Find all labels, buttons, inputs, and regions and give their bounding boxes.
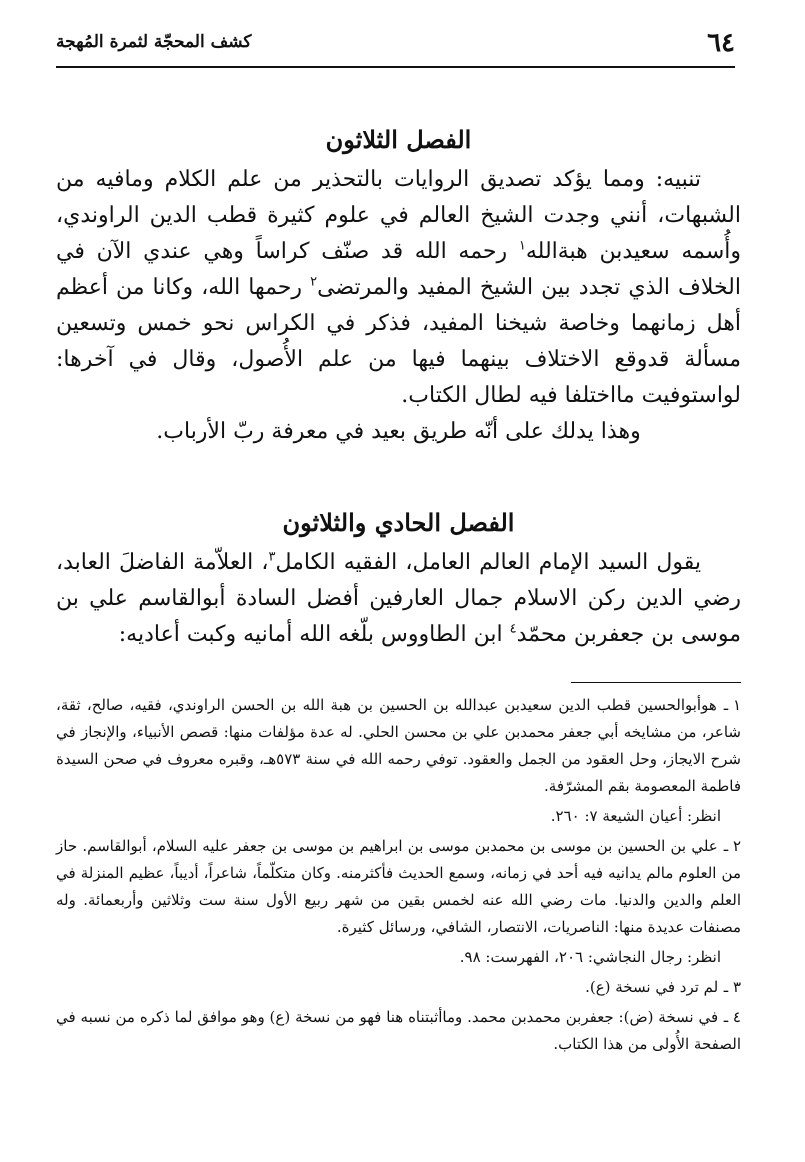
book-title: كشف المحجّة لثمرة المُهجة [56, 32, 252, 52]
chapter-31-text-a: يقول السيد الإمام العالم العامل، الفقيه الكامل [275, 550, 701, 575]
chapter-30 [56, 125, 741, 450]
footnote-1-source: انظر: أعيان الشيعة ٧: ٢٦٠. [550, 807, 721, 825]
footnote-text: في نسخة (ض): جعفربن محمدبن محمد. وماأثبتناه هنا فهو من نسخة (ع) وهو موافق لما ذكره من نسبه في الصفحة الأُولى من هذا الكتاب. [56, 1008, 741, 1053]
running-head [56, 22, 735, 68]
footnote-4 [56, 1004, 741, 1058]
footnote-text: هوأبوالحسين قطب الدين سعيدبن عبدالله بن الحسين بن هبة الله بن الحسن الراوندي، فقيه، صالح، ثقة، شاعر، من مشايخه أبي جعفر محمدبن علي بن محسن الحلي. له عدة مؤلفات منها: قصص الأنبياء، والإنجاز في شرح الايجاز، وحل العقود من الجمل والعقود. توفي رحمه الله في سنة ٥٧٣هـ، وقبره معروف في صحن السيدة فاطمة المعصومة بقم المشرّفة. [56, 696, 741, 795]
chapter-31-paragraph [56, 545, 741, 653]
footnote-number: ٢ ـ [723, 837, 741, 855]
chapter-31-text-b: ، العلاّمة الفاضلَ العابد، رضي الدين ركن الاسلام جمال العارفين أفضل السادة أبوالقاسم علي بن موسى بن جعفربن محمّد [56, 550, 741, 647]
footnote-3 [56, 974, 741, 1001]
footnote-ref-3[interactable]: ٣ [268, 549, 276, 565]
chapter-31-text-c: ابن الطاووس بلّغه الله أمانيه وكبت أعاديه: [118, 622, 510, 647]
chapter-30-closing: وهذا يدلك على أنّه طريق بعيد في معرفة ربّ الأرباب. [156, 419, 641, 444]
footnote-divider [571, 682, 741, 683]
footnote-text: علي بن الحسين بن موسى بن محمدبن موسى بن ابراهيم بن موسى بن جعفر عليه السلام، أبوالقاسم. حاز من العلوم مالم يدانيه فيه أحد في زمانه، وسمع الحديث فأكثرمنه. وكان متكلّماً، شاعراً، أديباً، عظيم المنزلة في العلم والدين والدنيا. مات رضي الله عنه لخمس بقين من شهر ربيع الأول سنة ست وثلاثين وأربعمائة. وله مصنفات عديدة منها: الناصريات، الانتصار، الشافي، ورسائل كثيرة. [56, 837, 741, 936]
footnote-number: ١ ـ [723, 696, 741, 714]
chapter-30-paragraph [56, 162, 741, 414]
chapter-30-text-a: تنبيه: ومما يؤكد تصديق الروايات بالتحذير من علم الكلام ومافيه من الشبهات، أنني وجدت الشيخ العالم في علوم كثيرة قطب الدين الراوندي، وأُسمه سعيدبن هبةالله [56, 167, 742, 264]
chapter-31-heading: الفصل الحادي والثلاثون [282, 508, 515, 537]
footnote-1 [56, 692, 741, 800]
chapter-31 [56, 508, 741, 653]
footnote-ref-2[interactable]: ٢ [310, 274, 318, 290]
footnote-number: ٤ ـ [723, 1008, 741, 1026]
chapter-30-text-c: رحمها الله، وكانا من أعظم أهل زمانهما وخاصة شيخنا المفيد، فذكر في الكراس نحو خمس وتسعين مسألة قدوقع الاختلاف بينهما فيها من علم الأُصول، وقال في آخرها: لواستوفيت مااختلفا فيه لطال الكتاب. [56, 275, 741, 408]
footnote-ref-1[interactable]: ١ [518, 238, 526, 254]
chapter-30-heading: الفصل الثلاثون [325, 125, 472, 154]
page-number: ٦٤ [707, 28, 735, 58]
footnote-2-source: انظر: رجال النجاشي: ٢٠٦، الفهرست: ٩٨. [459, 948, 721, 966]
footnote-text: لم ترد في نسخة (ع). [585, 978, 719, 996]
footnote-number: ٣ ـ [723, 978, 741, 996]
chapter-30-text-b: رحمه الله قد صنّف كراساً وهي عندي الآن في الخلاف الذي تجدد بين الشيخ المفيد والمرتضى [56, 239, 741, 300]
footnote-ref-4[interactable]: ٤ [509, 621, 517, 637]
footnote-2 [56, 833, 741, 941]
footnotes [56, 692, 741, 1061]
